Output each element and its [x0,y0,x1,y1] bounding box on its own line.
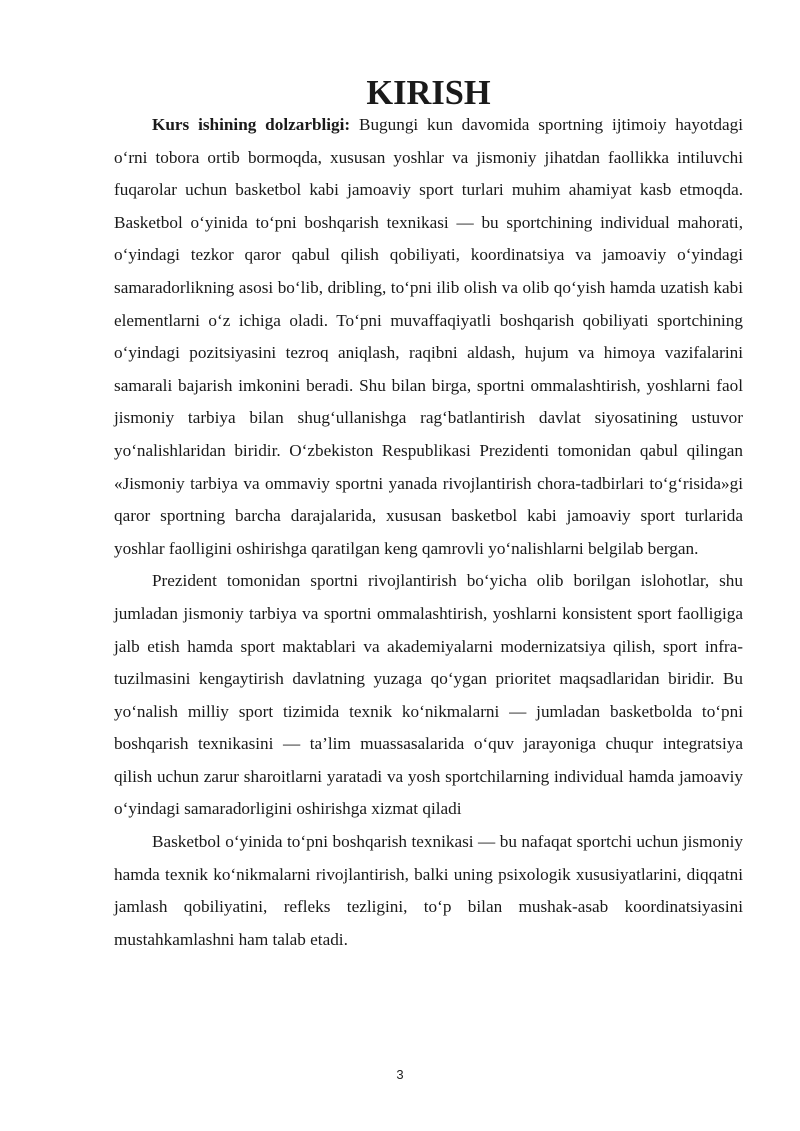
paragraph-technique: Basketbol o‘yinida to‘pni boshqarish texnikasi — bu nafaqat sportchi uchun jismoniy hamda texnik ko‘nikmalarni rivojlantirish, balki uning psixologik xususiyatlarini, diqqatni jamlash qobiliyatini, refleks tezligini, to‘p bilan mushak-asab koordinatsiyasini mustahkamlashni ham talab etadi. [114,832,743,949]
paragraph-reforms: Prezident tomonidan sportni rivojlantirish bo‘yicha olib borilgan islohotlar, shu jumladan jismoniy tarbiya va sportni ommalashtirish, yoshlarni konsistent sport faolligiga jalb etish hamda sport maktablari va akademiyalarni modernizatsiya qilish, sport infra-tuzilmasini kengaytirish davlatning yuzaga qo‘ygan prioritet maqsadlaridan biridir. Bu yo‘nalish milliy sport tizimida texnik ko‘nikmalarni — jumladan basketbolda to‘pni boshqarish texnikasini — ta’lim muassasalarida o‘quv jarayoniga chuqur integratsiya qilish uchun zarur sharoitlarni yaratadi va yosh sportchilarning individual hamda jamoaviy o‘yindagi samaradorligini oshirishga xizmat qiladi [114,571,743,819]
paragraph-text: Bugungi kun davomida sportning ijtimoiy hayotdagi o‘rni tobora ortib bormoqda, xususan yoshlar va jismoniy jihatdan faollikka intiluvchi fuqarolar uchun basketbol kabi jamoaviy sport turlari muhim ahamiyat kasb etmoqda. Basketbol o‘yinida to‘pni boshqarish texnikasi — bu sportchining individual mahorati, o‘yindagi tezkor qaror qabul qilish qobiliyati, koordinatsiya va jamoaviy o‘yindagi samaradorlikning asosi bo‘lib, dribling, to‘pni ilib olish va olib qo‘yish hamda uzatish kabi elementlarni o‘z ichiga oladi. To‘pni muvaffaqiyatli boshqarish qobiliyati sportchining o‘yindagi pozitsiyasini tezroq aniqlash, raqibni aldash, hujum va himoya vazifalarini samarali bajarish imkonini beradi. Shu bilan birga, sportni ommalashtirish, yoshlarni faol jismoniy tarbiya bilan shug‘ullanishga rag‘batlantirish davlat siyosatining ustuvor yo‘nalishlaridan biridir. O‘zbekiston Respublikasi Prezidenti tomonidan qabul qilingan «Jismoniy tarbiya va ommaviy sportni yanada rivojlantirish chora-tadbirlari to‘g‘risida»gi qaror sportning barcha darajalarida, xususan basketbol kabi jamoaviy sport turlarida yoshlar faolligini oshirishga qaratilgan keng qamrovli yo‘nalishlarni belgilab bergan. [114,115,743,558]
page-number: 3 [396,1067,404,1082]
section-heading: KIRISH [366,74,491,112]
paragraph-lead: Kurs ishining dolzarbligi: [152,115,351,134]
paragraph-relevance [114,109,743,565]
document-body [114,74,743,956]
